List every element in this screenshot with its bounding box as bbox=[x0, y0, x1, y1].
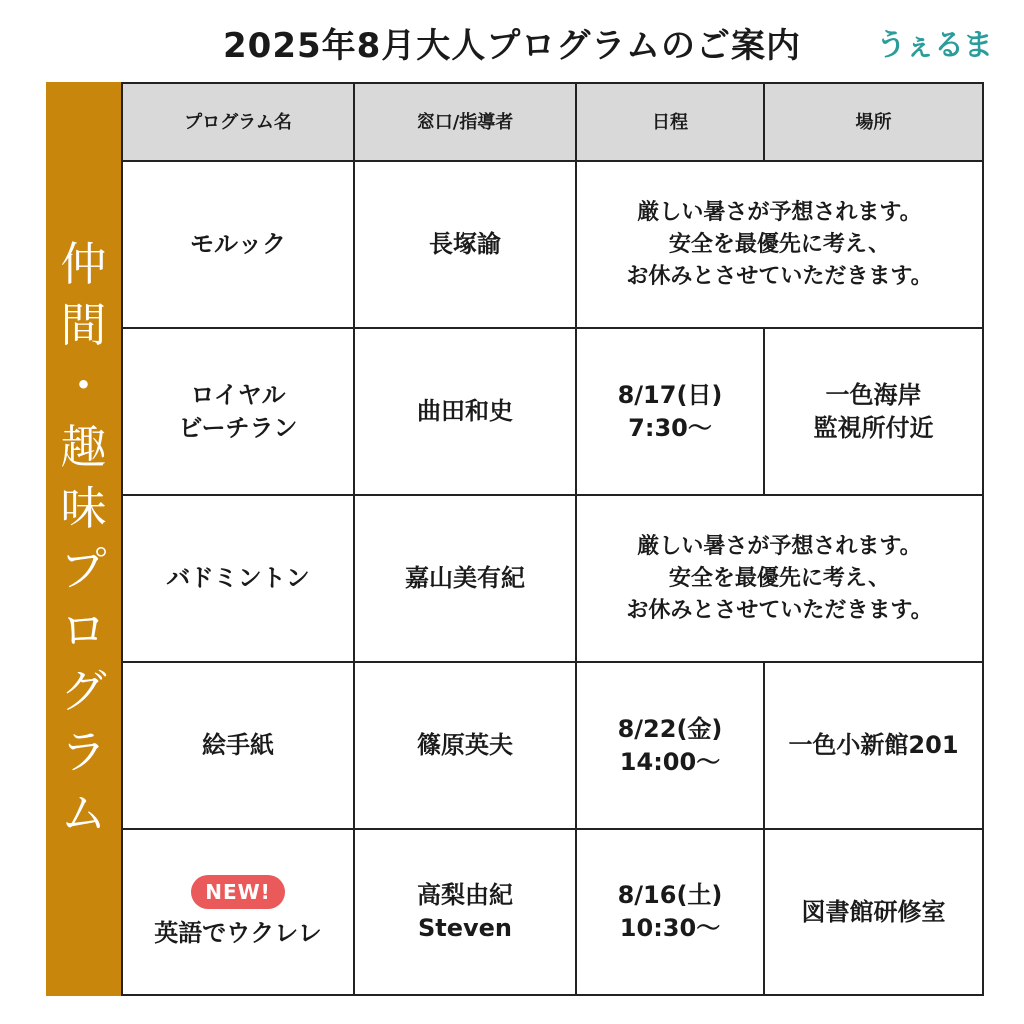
contact-cell-line: 高梨由紀 bbox=[417, 881, 513, 909]
suspension-notice-cell-line: お休みとさせていただきます。 bbox=[626, 263, 933, 289]
side-label-char: 味 bbox=[60, 481, 107, 535]
page-title: 2025年8月大人プログラムのご案内 bbox=[223, 26, 801, 66]
place-cell bbox=[765, 663, 982, 830]
header-contact: 窓口/指導者 bbox=[355, 84, 577, 162]
new-badge: NEW! bbox=[191, 875, 285, 909]
program-name-cell bbox=[123, 496, 355, 663]
schedule-cell-line: 10:30〜 bbox=[619, 914, 721, 942]
schedule-cell bbox=[577, 663, 765, 830]
header-place: 場所 bbox=[765, 84, 982, 162]
suspension-notice-cell-line: 安全を最優先に考え、 bbox=[668, 231, 891, 257]
side-label-char: ロ bbox=[60, 603, 107, 657]
suspension-notice-cell bbox=[577, 162, 982, 329]
program-name-cell bbox=[123, 329, 355, 496]
side-label-char: グ bbox=[60, 664, 107, 718]
program-name-cell-line: 英語でウクレレ bbox=[154, 918, 322, 947]
side-label-char: 間 bbox=[60, 298, 107, 352]
schedule-cell-line: 14:00〜 bbox=[619, 747, 721, 776]
program-name-cell bbox=[123, 830, 355, 994]
schedule-cell-line: 7:30〜 bbox=[628, 413, 712, 442]
contact-cell bbox=[355, 162, 577, 329]
program-name-cell-line: バドミントン bbox=[166, 564, 310, 592]
side-label-char: ・ bbox=[60, 359, 107, 413]
contact-cell-line: 嘉山美有紀 bbox=[405, 564, 525, 592]
program-name-cell-line: ビーチラン bbox=[178, 413, 298, 442]
contact-cell bbox=[355, 329, 577, 496]
program-name-cell bbox=[123, 162, 355, 329]
header-schedule: 日程 bbox=[577, 84, 765, 162]
suspension-notice-cell-line: 安全を最優先に考え、 bbox=[668, 565, 891, 591]
schedule-cell bbox=[577, 830, 765, 994]
place-cell bbox=[765, 830, 982, 994]
schedule-cell bbox=[577, 329, 765, 496]
place-cell-line: 一色小新館201 bbox=[788, 731, 959, 759]
place-cell-line: 一色海岸 bbox=[825, 380, 922, 409]
program-name-cell-line: 絵手紙 bbox=[202, 731, 274, 759]
suspension-notice-cell-line: お休みとさせていただきます。 bbox=[626, 597, 933, 623]
brand-logo: うぇるま bbox=[876, 28, 992, 63]
contact-cell bbox=[355, 830, 577, 994]
contact-cell bbox=[355, 663, 577, 830]
suspension-notice-cell-line: 厳しい暑さが予想されます。 bbox=[637, 533, 922, 559]
contact-cell-line: 篠原英夫 bbox=[417, 731, 513, 759]
suspension-notice-cell-line: 厳しい暑さが予想されます。 bbox=[637, 199, 922, 225]
program-name-cell-line: モルック bbox=[190, 230, 286, 258]
contact-cell-line: 曲田和史 bbox=[417, 397, 513, 425]
contact-cell bbox=[355, 496, 577, 663]
place-cell-line: 図書館研修室 bbox=[801, 897, 946, 926]
side-category-label bbox=[46, 82, 123, 996]
program-name-cell-line: ロイヤル bbox=[190, 380, 286, 409]
side-label-char: 趣 bbox=[60, 420, 107, 474]
side-label-char: ム bbox=[60, 786, 107, 840]
schedule-cell-line: 8/17(日) bbox=[617, 380, 723, 409]
side-label-char: プ bbox=[60, 542, 107, 596]
contact-cell-line: Steven bbox=[417, 914, 513, 942]
place-cell bbox=[765, 329, 982, 496]
schedule-cell-line: 8/22(金) bbox=[617, 714, 723, 743]
schedule-cell-line: 8/16(土) bbox=[617, 881, 723, 909]
contact-cell-line: 長塚諭 bbox=[429, 230, 501, 258]
header-program: プログラム名 bbox=[123, 84, 355, 162]
side-label-char: 仲 bbox=[60, 237, 107, 291]
suspension-notice-cell bbox=[577, 496, 982, 663]
program-name-cell bbox=[123, 663, 355, 830]
side-label-char: ラ bbox=[60, 725, 107, 779]
place-cell-line: 監視所付近 bbox=[813, 413, 934, 442]
